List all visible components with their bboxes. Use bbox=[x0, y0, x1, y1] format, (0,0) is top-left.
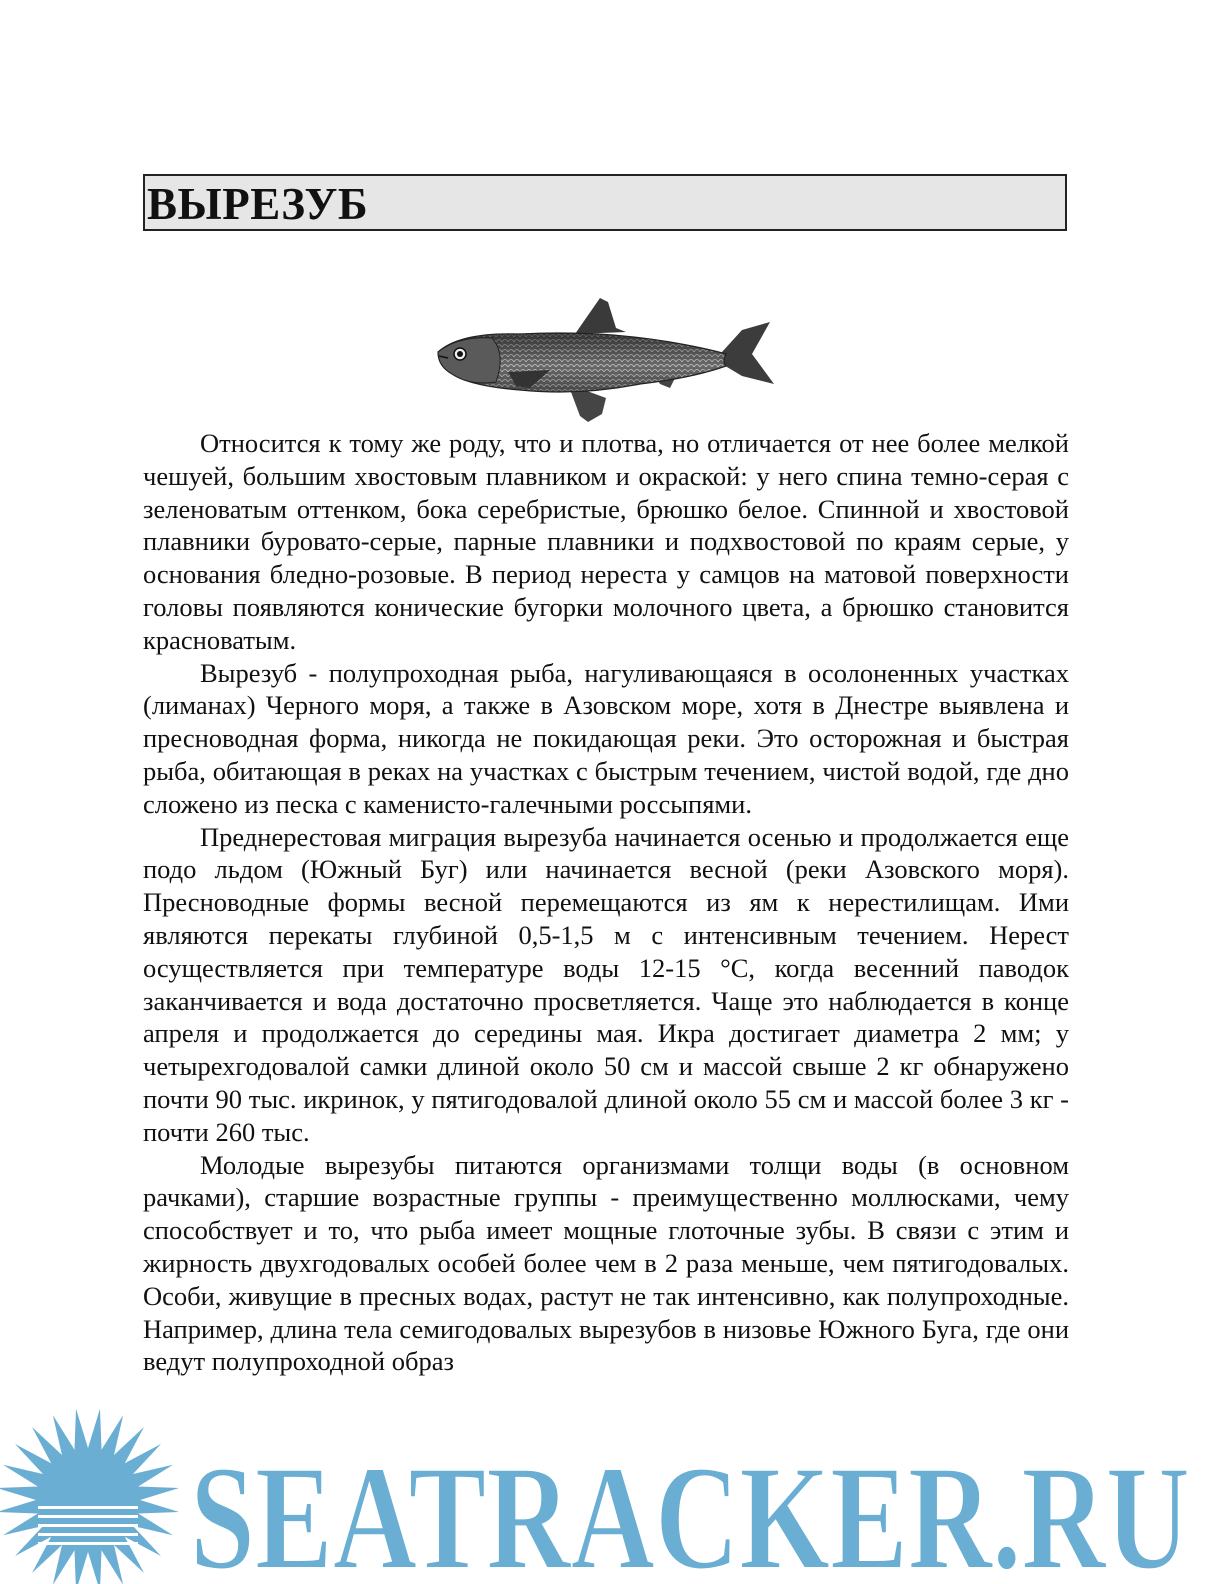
sun-stripe bbox=[38, 1515, 138, 1518]
paragraph-4: Молодые вырезубы питаются организмами толщи воды (в основном рачками), старшие возрастные группы - преимущественно моллюсками, чему способствует и то, что рыба имеет мощные глоточные зубы. В связи с этим и жирность двухгодовалых особей более чем в 2 раза меньше, чем пятигодовалых. Особи, живущие в пресных водах, растут не так интенсивно, как полупроходные. Например, длина тела семигодовалых вырезубов в низовье Южного Буга, где они ведут полупроходной образ bbox=[143, 1149, 1069, 1377]
watermark bbox=[0, 1388, 1224, 1584]
paragraph-1: Относится к тому же роду, что и плотва, но отличается от нее более мелкой чешуей, большим хвостовым плавником и окраской: у него спина темно-серая с зеленоватым оттенком, бока серебристые, брюшко белое. Спинной и хвостовой плавники буровато-серые, парные плавники и подхвостовой по краям серые, у основания бледно-розовые. В период нереста у самцов на матовой поверхности головы появляются конические бугорки молочного цвета, а брюшко становится красноватым. bbox=[143, 428, 1069, 655]
paragraph-2: Вырезуб - полупроходная рыба, нагуливающаяся в осолоненных участках (лиманах) Черного моря, а также в Азовском море, хотя в Днестре выявлена и пресноводная форма, никогда не покидающая реки. Это осторожная и быстрая рыба, обитающая в реках на участках с быстрым течением, чистой водой, где дно сложено из песка с каменисто-галечными россыпями. bbox=[143, 657, 1069, 819]
sun-stripe bbox=[38, 1506, 138, 1509]
sun-stripe bbox=[38, 1524, 138, 1527]
fish-illustration-icon bbox=[430, 292, 780, 432]
page-title: ВЫРЕЗУБ bbox=[147, 179, 369, 229]
article-body bbox=[143, 427, 1069, 1378]
sun-stripe bbox=[38, 1533, 138, 1536]
paragraph-3: Преднерестовая миграция вырезуба начинается осенью и продолжается еще подо льдом (Южный Буг) или начинается весной (реки Азовского моря). Пресноводные формы весной перемещаются из ям к нерестилищам. Ими являются перекаты глубиной 0,5-1,5 м с интенсивным течением. Нерест осуществляется при температуре воды 12-15 °С, когда весенний паводок заканчивается и вода достаточно просветляется. Чаще это наблюдается в конце апреля и продолжается до середины мая. Икра достигает диаметра 2 мм; у четырехгодовалой самки длиной около 50 см и массой свыше 2 кг обнаружено почти 90 тыс. икринок, у пятигодовалой длиной около 55 см и массой более 3 кг - почти 260 тыс. bbox=[143, 821, 1069, 1147]
title-box bbox=[143, 174, 1067, 231]
sun-stripe bbox=[38, 1542, 138, 1545]
sun-logo-icon bbox=[0, 1409, 179, 1584]
watermark-text: SEATRACKER.RU bbox=[190, 1435, 1190, 1584]
